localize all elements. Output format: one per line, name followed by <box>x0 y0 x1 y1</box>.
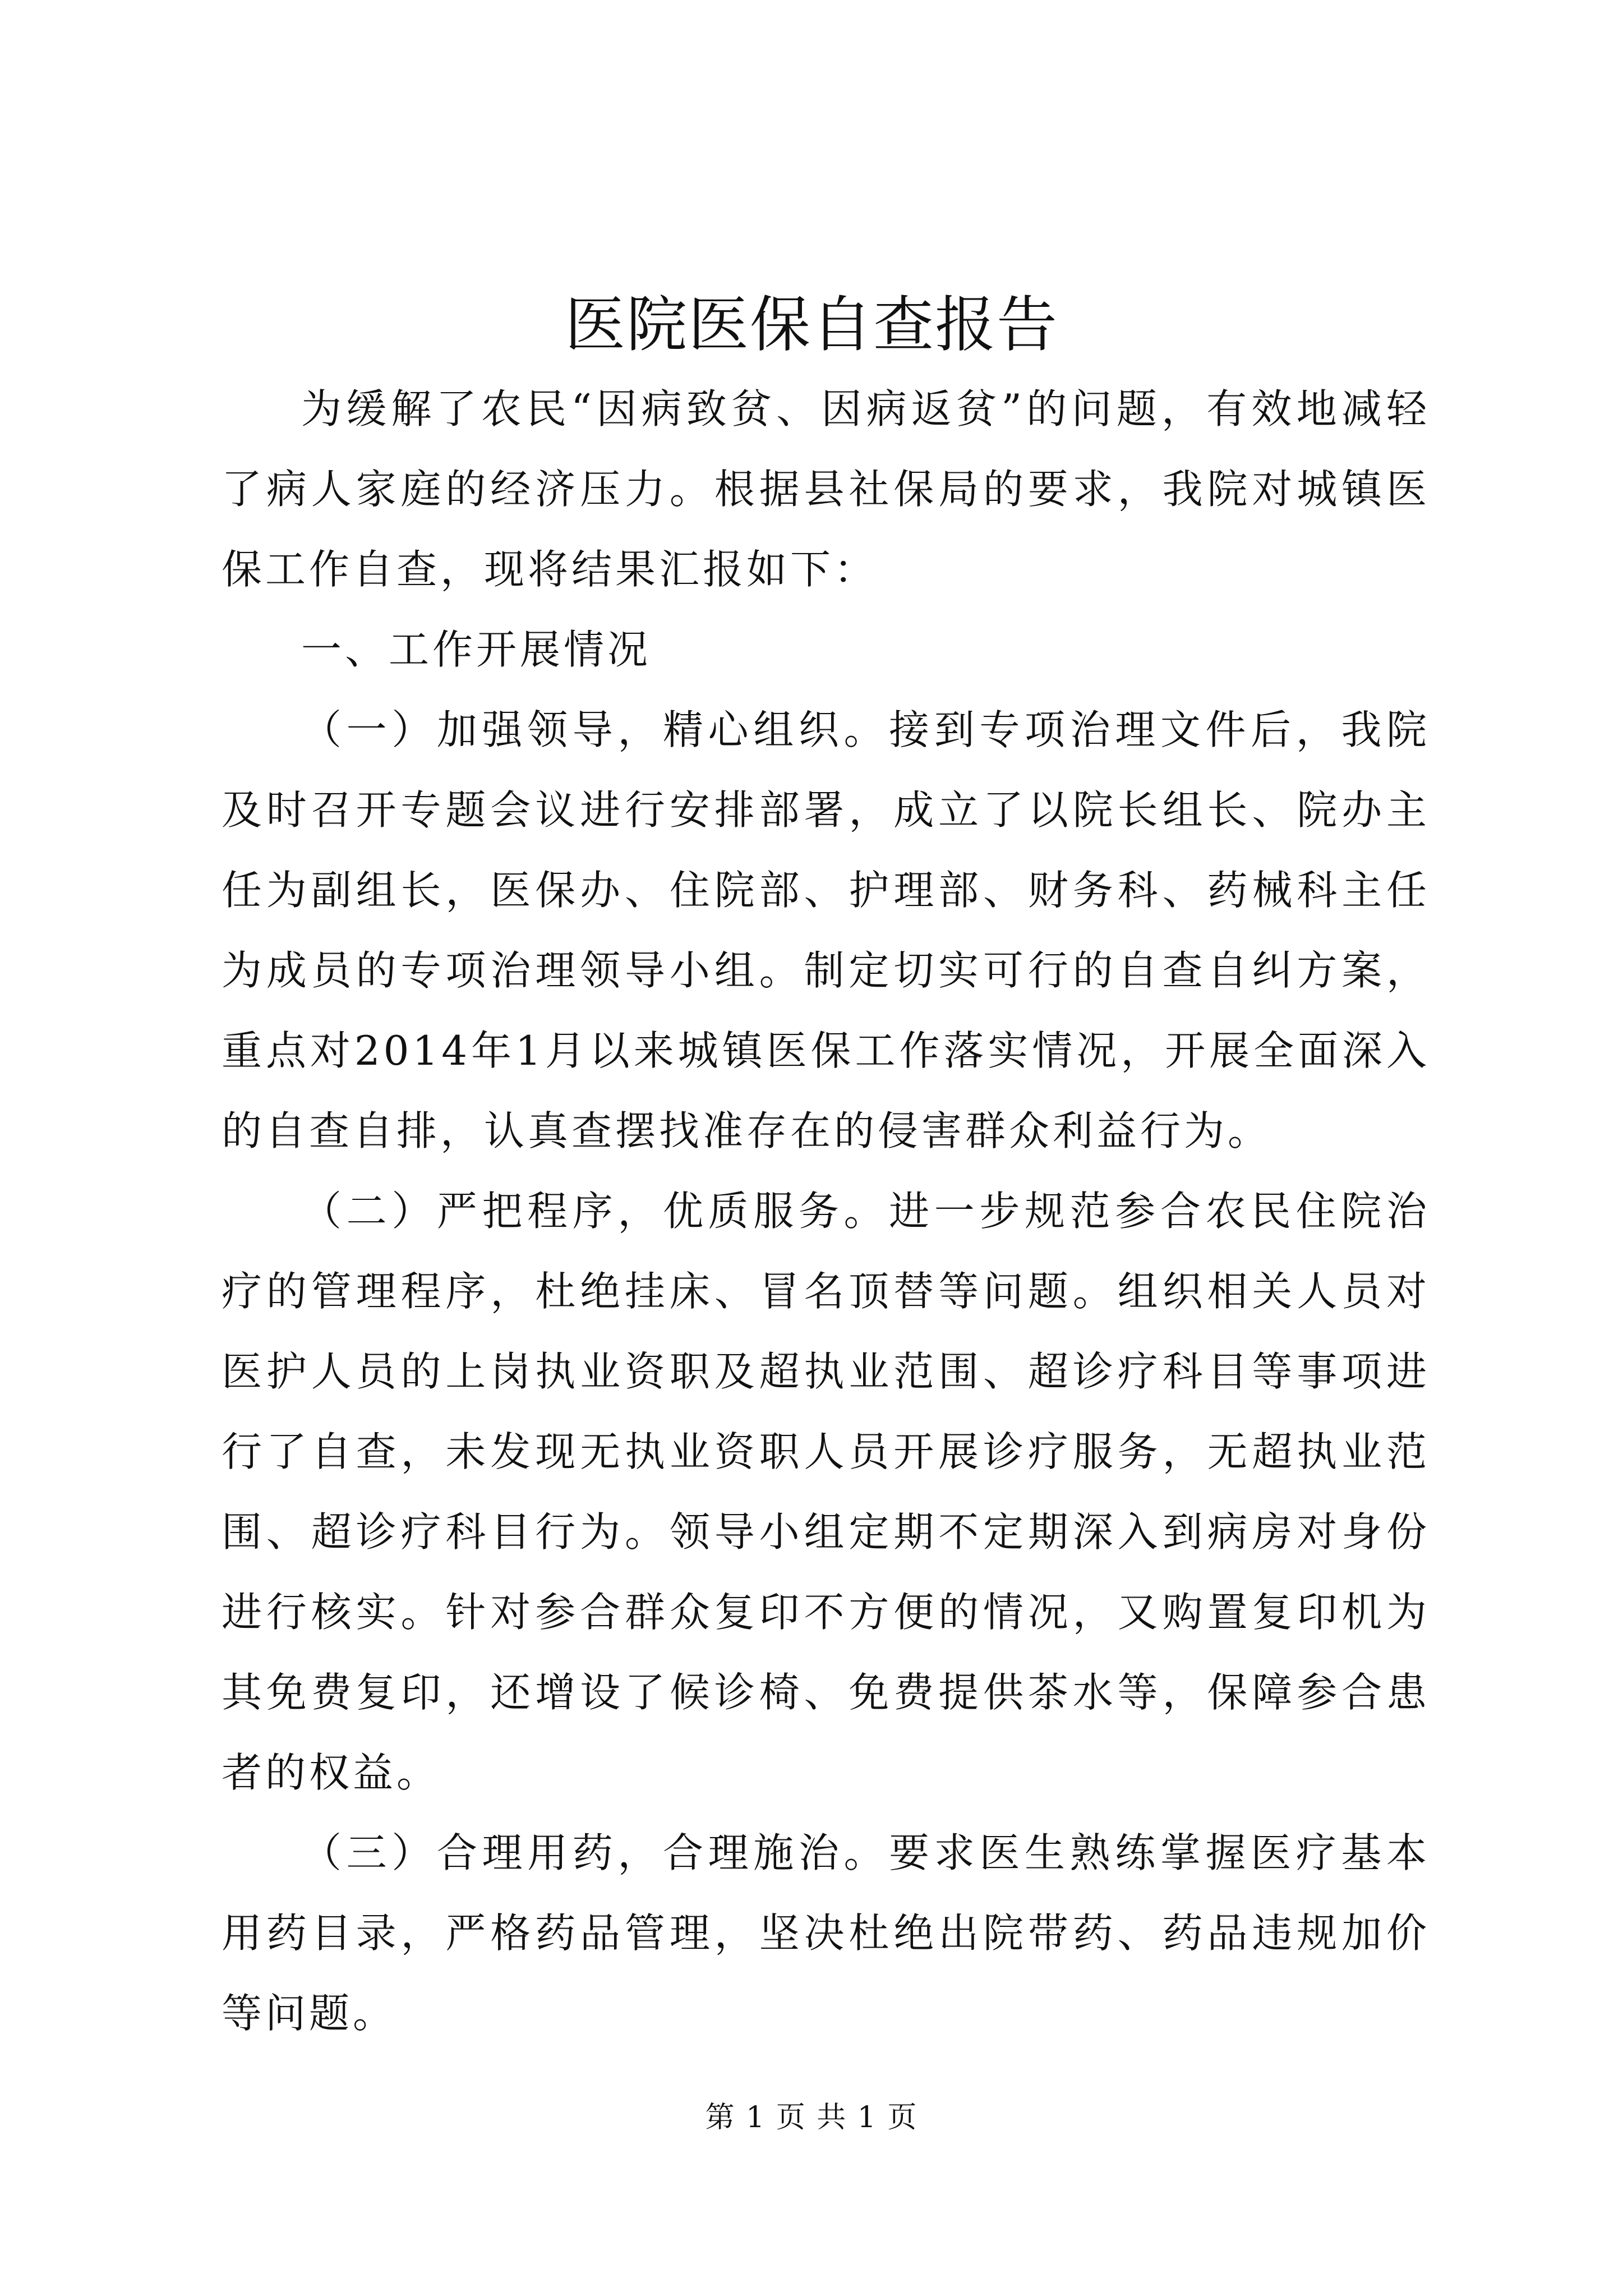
subsection-2-paragraph: （二）严把程序，优质服务。进一步规范参合农民住院治疗的管理程序，杜绝挂床、冒名顶替等问题。组织相关人员对医护人员的上岗执业资职及超执业范围、超诊疗科目等事项进行了自查，未发现无执业资职人员开展诊疗服务，无超执业范围、超诊疗科目行为。领导小组定期不定期深入到病房对身份进行核实。针对参合群众复印不方便的情况，又购置复印机为其免费复印，还增设了候诊椅、免费提供茶水等，保障参合患者的权益。 <box>222 1188 1430 1796</box>
page-number-footer: 第 1 页 共 1 页 <box>705 2101 918 2134</box>
subsection-1-paragraph: （一）加强领导，精心组织。接到专项治理文件后，我院及时召开专题会议进行安排部署，成立了以院长组长、院办主任为副组长，医保办、住院部、护理部、财务科、药械科主任为成员的专项治理领导小组。制定切实可行的自查自纠方案，重点对2014年1月以来城镇医保工作落实情况，开展全面深入的自查自排，认真查摆找准存在的侵害群众利益行为。 <box>222 706 1430 1154</box>
intro-paragraph: 为缓解了农民“因病致贫、因病返贫”的问题，有效地减轻了病人家庭的经济压力。根据县社保局的要求，我院对城镇医保工作自查，现将结果汇报如下： <box>222 385 1430 593</box>
subsection-3-paragraph: （三）合理用药，合理施治。要求医生熟练掌握医疗基本用药目录，严格药品管理，坚决杜绝出院带药、药品违规加价等问题。 <box>222 1829 1430 2037</box>
document-title: 医院医保自查报告 <box>564 290 1058 360</box>
section-heading: 一、工作开展情况 <box>301 626 652 673</box>
document-body <box>222 369 1430 2054</box>
